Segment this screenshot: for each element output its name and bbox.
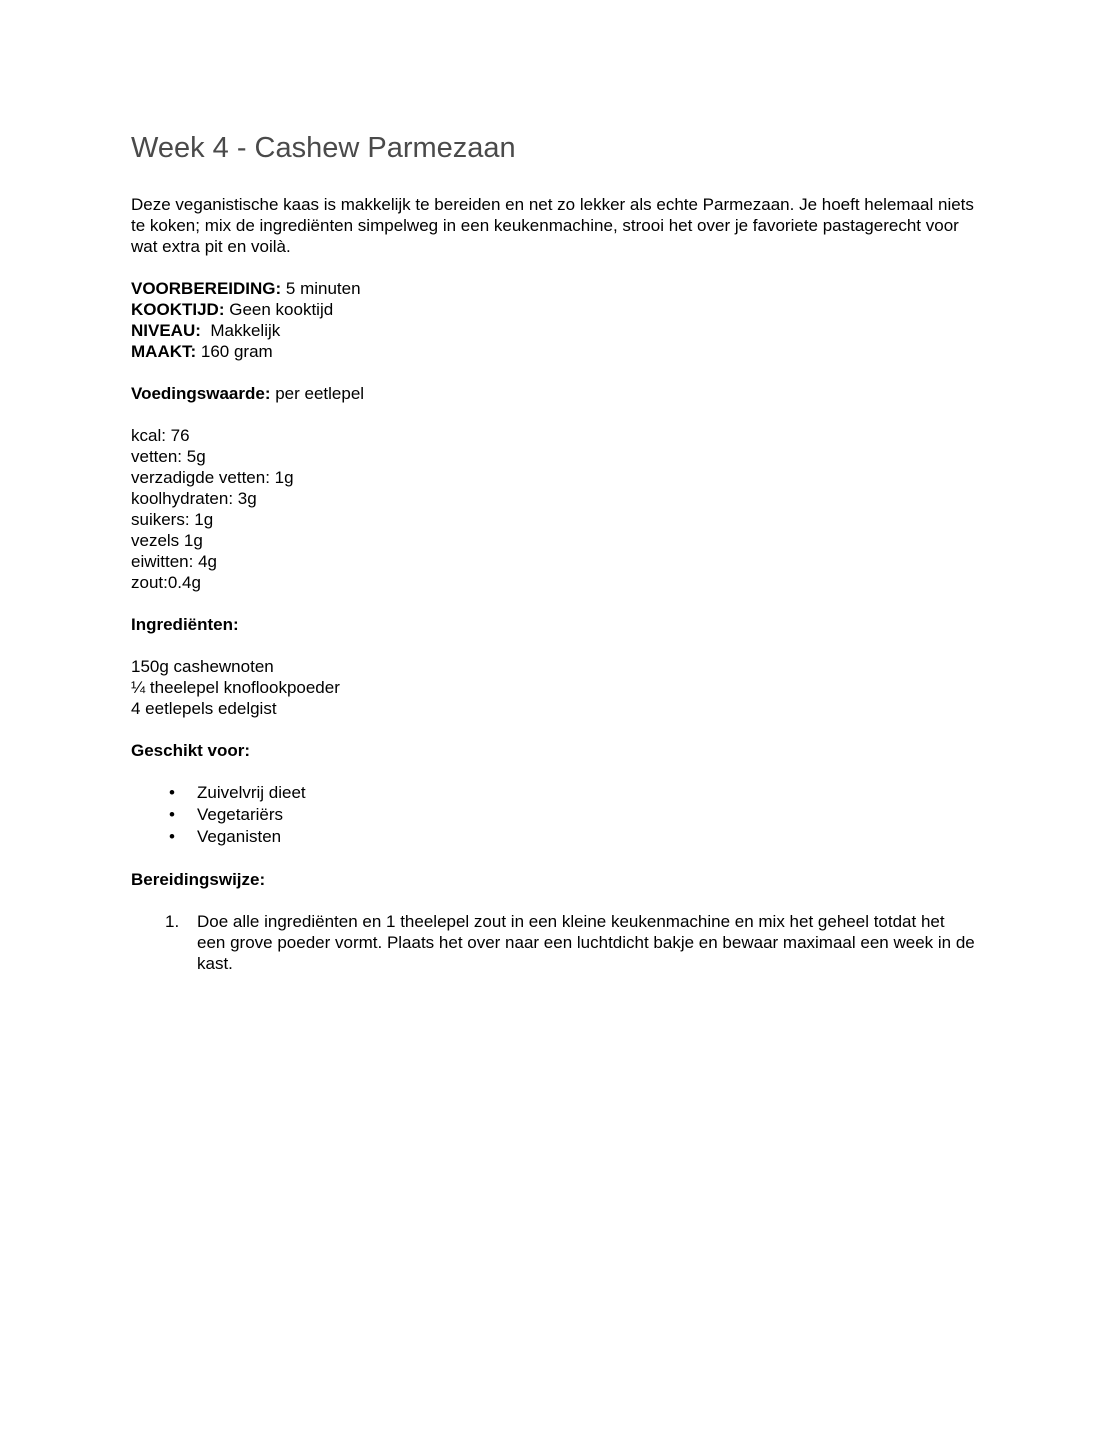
recipe-info	[131, 278, 981, 362]
intro-paragraph: Deze veganistische kaas is makkelijk te bereiden en net zo lekker als echte Parmezaan. Je hoeft helemaal niets te koken; mix de ingrediënten simpelweg in een keukenmachine, strooi het over je favoriete pastagerecht voor wat extra pit en voilà.	[131, 195, 974, 256]
list-item	[131, 782, 981, 804]
list-item	[131, 826, 981, 848]
bullet-icon: •	[169, 827, 175, 846]
method-step	[131, 911, 977, 974]
list-item	[131, 804, 981, 826]
info-label: NIVEAU:	[131, 321, 201, 340]
nutrition-heading-line	[131, 383, 981, 404]
suitable-item: Zuivelvrij dieet	[197, 783, 306, 802]
nutrition-heading	[131, 383, 981, 404]
info-label: MAAKT:	[131, 342, 197, 361]
suitable-heading: Geschikt voor:	[131, 741, 251, 760]
method-heading-block	[131, 869, 981, 890]
bullet-icon: •	[169, 805, 175, 824]
nutrition-item: vezels 1g	[131, 531, 203, 550]
info-prep-time	[131, 278, 981, 299]
step-text: Doe alle ingrediënten en 1 theelepel zout in een kleine keukenmachine en mix het geheel totdat het een grove poeder vormt. Plaats het over naar een luchtdicht bakje en bewaar maximaal een week in de kast.	[197, 912, 975, 973]
ingredient-item: 150g cashewnoten	[131, 657, 274, 676]
ingredients-heading: Ingrediënten:	[131, 615, 239, 634]
nutrition-item: suikers: 1g	[131, 510, 214, 529]
document-page	[131, 128, 981, 974]
bullet-icon: •	[169, 783, 175, 802]
suitable-heading-line	[131, 740, 981, 761]
info-yield	[131, 341, 981, 362]
nutrition-item: verzadigde vetten: 1g	[131, 468, 294, 487]
ingredient-item: 4 eetlepels edelgist	[131, 699, 277, 718]
info-cook-time	[131, 299, 981, 320]
info-label: KOOKTIJD:	[131, 300, 225, 319]
ingredients-list	[131, 656, 981, 719]
nutrition-label: Voedingswaarde:	[131, 384, 271, 403]
suitable-item: Vegetariërs	[197, 805, 283, 824]
ingredient-item: ¼ theelepel knoflookpoeder	[131, 678, 340, 697]
info-value: Makkelijk	[200, 321, 281, 340]
info-label: VOORBEREIDING:	[131, 279, 282, 298]
step-number: 1.	[165, 912, 180, 931]
nutrition-item: kcal: 76	[131, 426, 190, 445]
info-value: Geen kooktijd	[224, 300, 334, 319]
suitable-item: Veganisten	[197, 827, 282, 846]
page-title: Week 4 - Cashew Parmezaan	[131, 132, 516, 164]
nutrition-item: vetten: 5g	[131, 447, 206, 466]
nutrition-unit: per eetlepel	[270, 384, 365, 403]
nutrition-list	[131, 425, 981, 593]
method-heading: Bereidingswijze:	[131, 870, 266, 889]
nutrition-item: zout:0.4g	[131, 573, 201, 592]
suitable-heading-block	[131, 740, 981, 761]
info-level	[131, 320, 981, 341]
nutrition-item: koolhydraten: 3g	[131, 489, 257, 508]
method-steps	[131, 911, 981, 974]
method-heading-line	[131, 869, 981, 890]
ingredients-heading-line	[131, 614, 981, 635]
info-value: 160 gram	[196, 342, 273, 361]
nutrition-item: eiwitten: 4g	[131, 552, 217, 571]
info-value: 5 minuten	[281, 279, 361, 298]
ingredients-heading-block	[131, 614, 981, 635]
suitable-list	[131, 782, 981, 848]
